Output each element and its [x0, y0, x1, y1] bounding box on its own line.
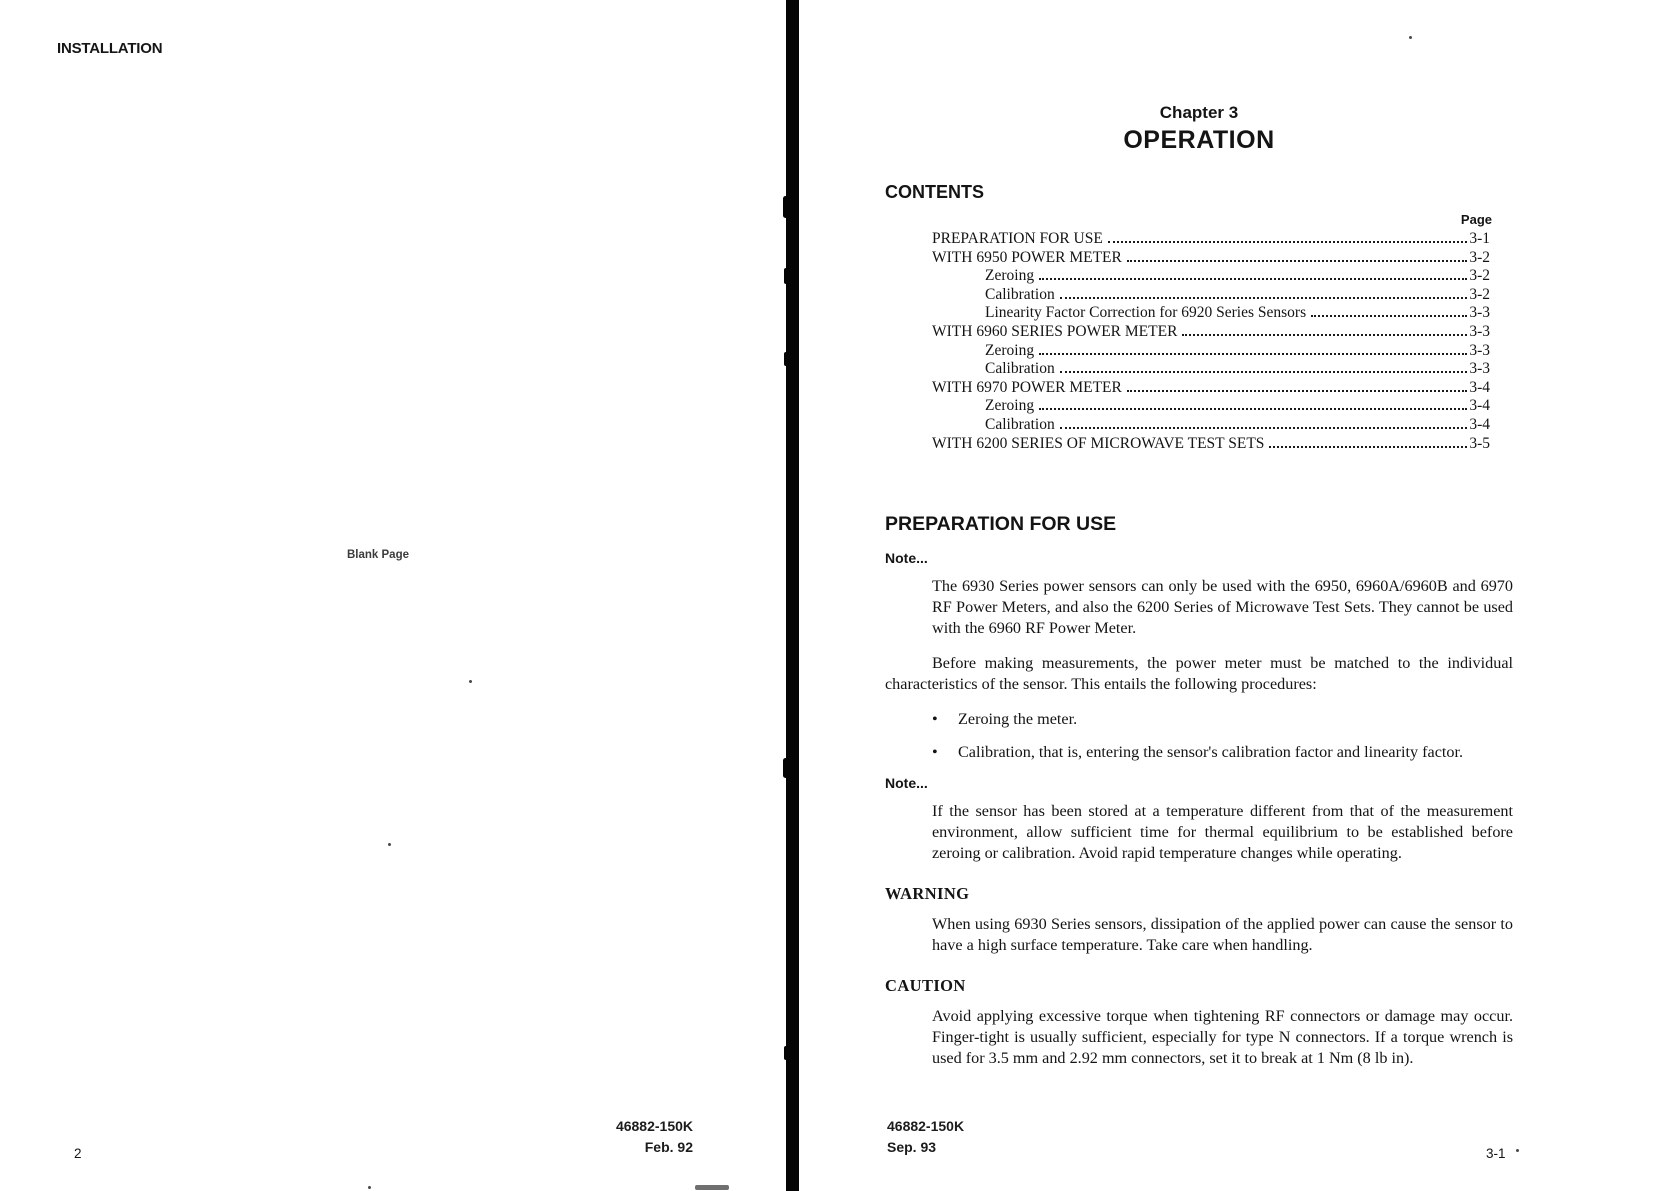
toc-entry-page: 3-2	[1469, 285, 1490, 303]
toc-entry	[885, 416, 1490, 435]
toc-entry-page: 3-4	[1469, 397, 1490, 415]
binding-artifact	[784, 1046, 788, 1060]
toc-entry	[885, 267, 1490, 286]
scan-artifact-dot	[368, 1186, 371, 1189]
caution-heading: CAUTION	[885, 976, 966, 996]
toc-entry-label: WITH 6960 SERIES POWER METER	[932, 322, 1178, 340]
toc-entry-page: 3-1	[1469, 230, 1490, 247]
toc-entry-page: 3-4	[1469, 378, 1490, 396]
right-page-content	[885, 103, 1513, 1069]
binding-artifact	[783, 196, 788, 218]
toc-entry-page: 3-3	[1469, 341, 1490, 359]
toc-entry-page: 3-3	[1469, 360, 1490, 378]
toc-entry	[885, 286, 1490, 305]
toc-leader-dots	[1060, 427, 1468, 429]
binding-artifact	[784, 352, 788, 366]
toc-entry-label: WITH 6200 SERIES OF MICROWAVE TEST SETS	[932, 434, 1265, 452]
left-page-footer	[500, 1116, 693, 1158]
toc-leader-dots	[1039, 278, 1467, 280]
left-page-running-header: INSTALLATION	[57, 40, 163, 57]
scan-artifact-smudge	[695, 1185, 729, 1190]
toc-entry-page: 3-4	[1469, 415, 1490, 433]
scan-artifact-dot	[1409, 36, 1412, 39]
toc-entry	[885, 230, 1490, 249]
warning-paragraph: When using 6930 Series sensors, dissipation of the applied power can cause the sensor to have a high surface temperature. Take care when handling.	[932, 915, 1513, 955]
toc-entry	[885, 397, 1490, 416]
left-page-number: 2	[74, 1146, 82, 1161]
body-paragraph: Before making measurements, the power meter must be matched to the individual characteristics of the sensor. This entails the following procedures:	[885, 654, 1513, 694]
toc-leader-dots	[1060, 371, 1468, 373]
toc-leader-dots	[1039, 408, 1467, 410]
bullet-list	[885, 709, 1513, 763]
toc-entry	[885, 323, 1490, 342]
toc-entry-label: Zeroing	[985, 341, 1035, 359]
toc-leader-dots	[1182, 334, 1467, 336]
toc-entry	[885, 342, 1490, 361]
note-paragraph: The 6930 Series power sensors can only be used with the 6950, 6960A/6960B and 6970 RF Power Meters, and also the 6200 Series of Microwave Test Sets. They cannot be used with the 6960 RF Power Meter.	[932, 577, 1513, 638]
toc-leader-dots	[1039, 353, 1467, 355]
toc-leader-dots	[1060, 297, 1468, 299]
bullet-text: Zeroing the meter.	[958, 710, 1078, 729]
chapter-label: Chapter 3	[1159, 103, 1239, 122]
toc-leader-dots	[1269, 446, 1467, 448]
toc-entry-page: 3-2	[1469, 248, 1490, 266]
bullet-icon: •	[932, 743, 938, 762]
toc-entry	[885, 435, 1490, 454]
toc-entry-label: Calibration	[985, 360, 1055, 378]
toc-leader-dots	[1108, 241, 1467, 243]
chapter-title: OPERATION	[1123, 126, 1275, 154]
left-footer-date: Feb. 92	[644, 1139, 693, 1155]
toc-entry-label: Linearity Factor Correction for 6920 Series Sensors	[985, 304, 1307, 322]
section-heading: PREPARATION FOR USE	[885, 513, 1117, 536]
toc-entry-label: PREPARATION FOR USE	[932, 230, 1103, 247]
toc-entry-label: Zeroing	[985, 397, 1035, 415]
scan-artifact-dot	[388, 843, 391, 846]
toc-entry	[885, 360, 1490, 379]
caution-paragraph: Avoid applying excessive torque when tightening RF connectors or damage may occur. Finger-tight is usually sufficient, especially for type N connectors. If a torque wrench is used for 3.5 mm and 2.92 mm connectors, set it to break at 1 Nm (8 lb in).	[932, 1007, 1513, 1068]
toc-page-column-label: Page	[1460, 212, 1492, 227]
toc-entry	[885, 379, 1490, 398]
scan-artifact-dot	[1516, 1149, 1519, 1152]
toc-entry-label: Calibration	[985, 285, 1055, 303]
contents-heading: CONTENTS	[885, 182, 984, 202]
toc-entry	[885, 304, 1490, 323]
right-page-number: 3-1	[1486, 1146, 1506, 1161]
toc-leader-dots	[1127, 390, 1467, 392]
toc-leader-dots	[1311, 315, 1467, 317]
page-binding-bar	[786, 0, 799, 1191]
binding-artifact	[783, 758, 788, 778]
warning-heading: WARNING	[885, 884, 970, 904]
table-of-contents	[885, 230, 1490, 453]
binding-artifact	[784, 268, 788, 284]
toc-leader-dots	[1127, 260, 1467, 262]
scan-artifact-dot	[469, 680, 472, 683]
note-paragraph: If the sensor has been stored at a temperature different from that of the measurement environment, allow sufficient time for thermal equilibrium to be established before zeroing or calibration. Avoid rapid temperature changes while operating.	[932, 802, 1513, 863]
toc-entry-page: 3-3	[1469, 322, 1490, 340]
toc-entry-label: Calibration	[985, 415, 1055, 433]
toc-entry-page: 3-2	[1469, 267, 1490, 285]
blank-page-label: Blank Page	[347, 549, 409, 561]
toc-entry-page: 3-5	[1469, 434, 1490, 452]
bullet-icon: •	[932, 710, 938, 729]
toc-entry-label: WITH 6950 POWER METER	[932, 248, 1122, 266]
note-label: Note...	[885, 775, 928, 792]
toc-entry	[885, 249, 1490, 268]
bullet-text: Calibration, that is, entering the sensor's calibration factor and linearity factor.	[958, 743, 1464, 762]
toc-entry-label: WITH 6970 POWER METER	[932, 378, 1122, 396]
toc-entry-label: Zeroing	[985, 267, 1035, 285]
bullet-item	[932, 742, 1513, 763]
toc-entry-page: 3-3	[1469, 304, 1490, 322]
bullet-item	[932, 709, 1513, 730]
right-footer-date: Sep. 93	[887, 1139, 937, 1155]
note-label: Note...	[885, 550, 928, 567]
right-page-footer	[887, 1116, 964, 1158]
right-footer-doc-number: 46882-150K	[887, 1118, 965, 1134]
left-footer-doc-number: 46882-150K	[615, 1118, 693, 1134]
